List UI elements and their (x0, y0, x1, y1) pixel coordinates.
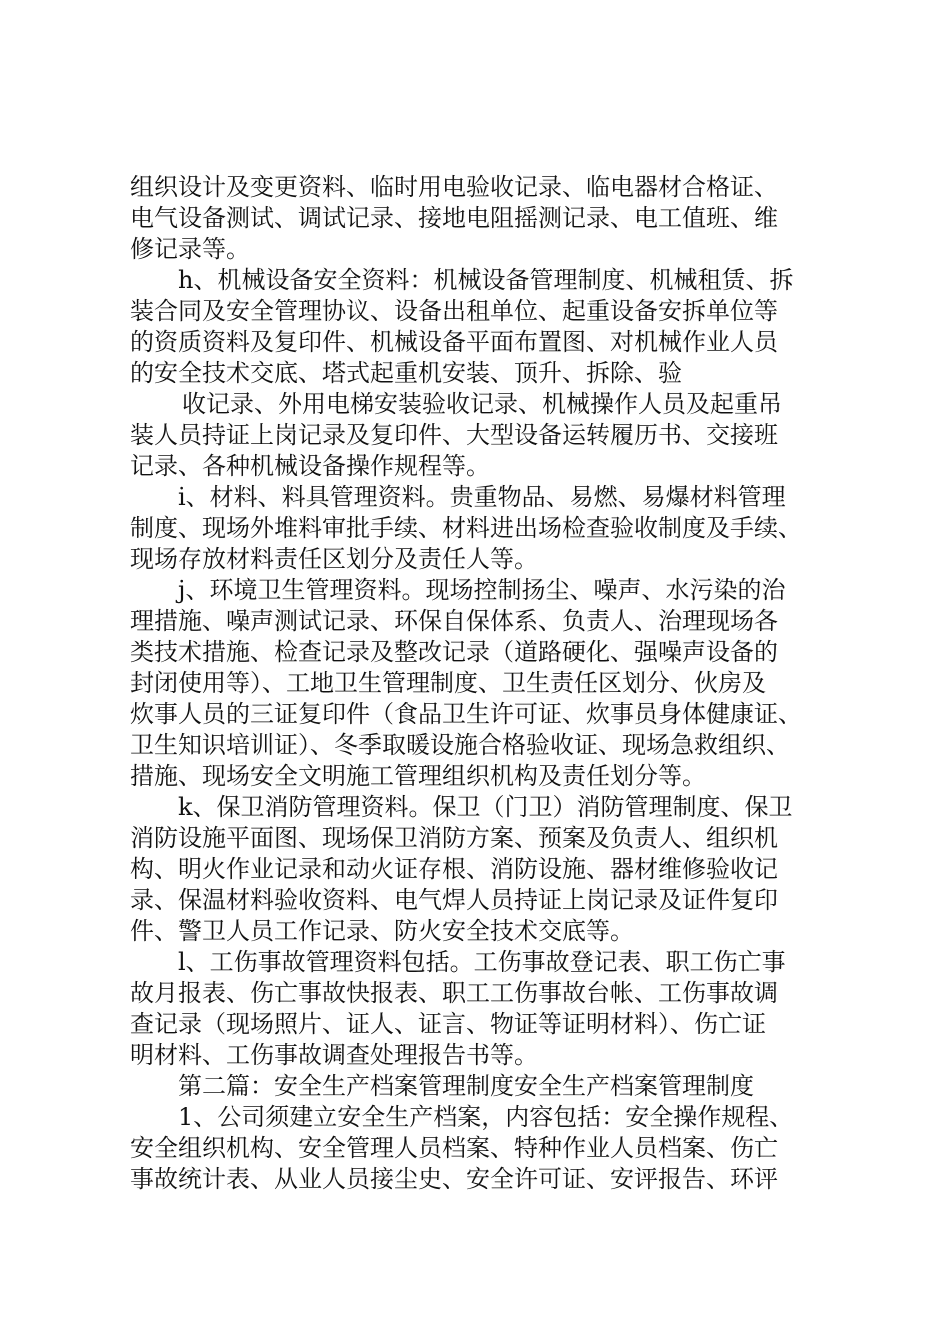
paragraph-start-line: 收记录、外用电梯安装验收记录、机械操作人员及起重吊 (182, 390, 782, 418)
text-line: 电气设备测试、调试记录、接地电阻摇测记录、电工值班、维 (130, 204, 778, 232)
document-body (130, 172, 830, 1195)
section-heading: 第二篇：安全生产档案管理制度安全生产档案管理制度 (178, 1072, 754, 1100)
text-line: 事故统计表、从业人员接尘史、安全许可证、安评报告、环评 (130, 1165, 778, 1193)
text-line: 记录、各种机械设备操作规程等。 (130, 452, 490, 480)
text-line: 装人员持证上岗记录及复印件、大型设备运转履历书、交接班 (130, 421, 778, 449)
text-line: 消防设施平面图、现场保卫消防方案、预案及负责人、组织机 (130, 824, 778, 852)
text-line: 炊事人员的三证复印件（食品卫生许可证、炊事员身体健康证、 (130, 700, 802, 728)
text-line: 故月报表、伤亡事故快报表、职工工伤事故台帐、工伤事故调 (130, 979, 778, 1007)
text-line: 卫生知识培训证）、冬季取暖设施合格验收证、现场急救组织、 (130, 731, 790, 759)
text-line: 组织设计及变更资料、临时用电验收记录、临电器材合格证、 (130, 173, 778, 201)
paragraph-start-line: 1、公司须建立安全生产档案，内容包括：安全操作规程、 (178, 1103, 794, 1131)
paragraph-start-line: j、环境卫生管理资料。现场控制扬尘、噪声、水污染的治 (178, 576, 786, 604)
text-line: 的安全技术交底、塔式起重机安装、顶升、拆除、验 (130, 359, 682, 387)
text-line: 的资质资料及复印件、机械设备平面布置图、对机械作业人员 (130, 328, 778, 356)
paragraph-start-line: k、保卫消防管理资料。保卫（门卫）消防管理制度、保卫 (178, 793, 793, 821)
text-line: 安全组织机构、安全管理人员档案、特种作业人员档案、伤亡 (130, 1134, 778, 1162)
text-line: 类技术措施、检查记录及整改记录（道路硬化、强噪声设备的 (130, 638, 778, 666)
text-line: 查记录（现场照片、证人、证言、物证等证明材料）、伤亡证 (130, 1010, 766, 1038)
paragraph-start-line: i、材料、料具管理资料。贵重物品、易燃、易爆材料管理 (178, 483, 786, 511)
text-line: 制度、现场外堆料审批手续、材料进出场检查验收制度及手续、 (130, 514, 802, 542)
text-line: 录、保温材料验收资料、电气焊人员持证上岗记录及证件复印 (130, 886, 778, 914)
paragraph-start-line: h、机械设备安全资料：机械设备管理制度、机械租赁、拆 (178, 266, 794, 294)
paragraph-start-line: l、工伤事故管理资料包括。工伤事故登记表、职工伤亡事 (178, 948, 786, 976)
text-line: 措施、现场安全文明施工管理组织机构及责任划分等。 (130, 762, 706, 790)
text-line: 构、明火作业记录和动火证存根、消防设施、器材维修验收记 (130, 855, 778, 883)
text-line: 明材料、工伤事故调查处理报告书等。 (130, 1041, 538, 1069)
text-line: 现场存放材料责任区划分及责任人等。 (130, 545, 538, 573)
text-line: 件、警卫人员工作记录、防火安全技术交底等。 (130, 917, 634, 945)
text-line: 封闭使用等）、工地卫生管理制度、卫生责任区划分、伙房及 (130, 669, 766, 697)
text-line: 修记录等。 (130, 235, 250, 263)
text-line: 理措施、噪声测试记录、环保自保体系、负责人、治理现场各 (130, 607, 778, 635)
text-line: 装合同及安全管理协议、设备出租单位、起重设备安拆单位等 (130, 297, 778, 325)
